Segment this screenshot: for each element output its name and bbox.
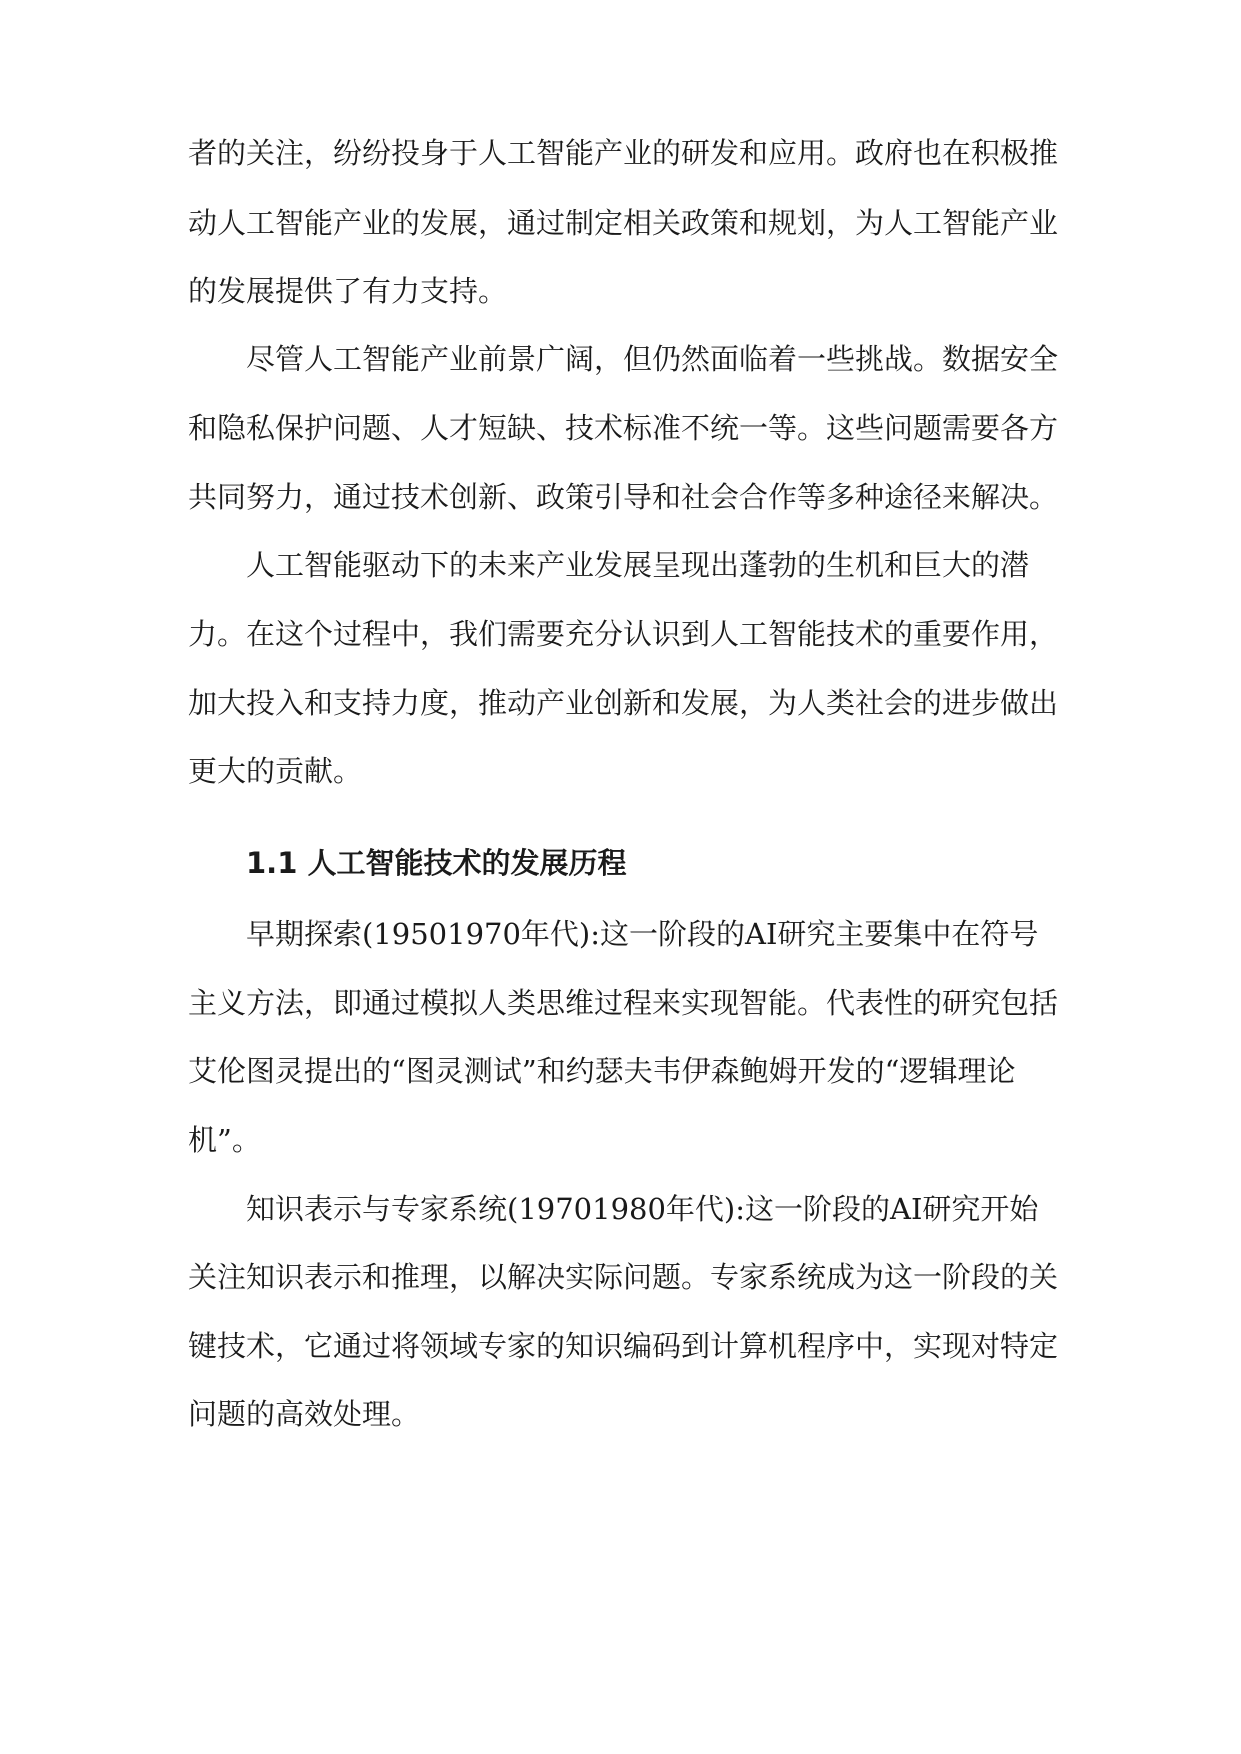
paragraph-2-line-3: 共同努力，通过技术创新、政策引导和社会合作等多种途径来解决。 <box>188 480 1059 514</box>
section-paragraph-2-line-3: 键技术，它通过将领域专家的知识编码到计算机程序中，实现对特定 <box>188 1329 1059 1363</box>
section-heading: 1.1 人工智能技术的发展历程 <box>246 846 627 880</box>
section-paragraph-2-line-2: 关注知识表示和推理，以解决实际问题。专家系统成为这一阶段的关 <box>188 1260 1059 1294</box>
paragraph-3-line-1: 人工智能驱动下的未来产业发展呈现出蓬勃的生机和巨大的潜 <box>246 548 1030 582</box>
paragraph-2-line-2: 和隐私保护问题、人才短缺、技术标准不统一等。这些问题需要各方 <box>188 411 1059 445</box>
section-paragraph-1-line-4: 机”。 <box>188 1123 261 1157</box>
paragraph-3-line-3: 加大投入和支持力度，推动产业创新和发展，为人类社会的进步做出 <box>188 686 1059 720</box>
section-paragraph-1-line-2: 主义方法，即通过模拟人类思维过程来实现智能。代表性的研究包括 <box>188 986 1059 1020</box>
paragraph-3-line-4: 更大的贡献。 <box>188 754 363 788</box>
paragraph-1-line-2: 动人工智能产业的发展，通过制定相关政策和规划，为人工智能产业 <box>188 206 1059 240</box>
paragraph-2-line-1: 尽管人工智能产业前景广阔，但仍然面临着一些挑战。数据安全 <box>246 342 1059 376</box>
section-paragraph-2-line-4: 问题的高效处理。 <box>188 1397 421 1431</box>
section-paragraph-1-line-1: 早期探索(19501970年代):这一阶段的AI研究主要集中在符号 <box>246 917 1039 951</box>
section-paragraph-1-line-3: 艾伦图灵提出的“图灵测试”和约瑟夫韦伊森鲍姆开发的“逻辑理论 <box>188 1054 1016 1088</box>
paragraph-3-line-2: 力。在这个过程中，我们需要充分认识到人工智能技术的重要作用， <box>188 617 1059 651</box>
paragraph-1-line-1: 者的关注，纷纷投身于人工智能产业的研发和应用。政府也在积极推 <box>188 136 1059 170</box>
section-paragraph-2-line-1: 知识表示与专家系统(19701980年代):这一阶段的AI研究开始 <box>246 1192 1039 1226</box>
paragraph-1-line-3: 的发展提供了有力支持。 <box>188 274 508 308</box>
